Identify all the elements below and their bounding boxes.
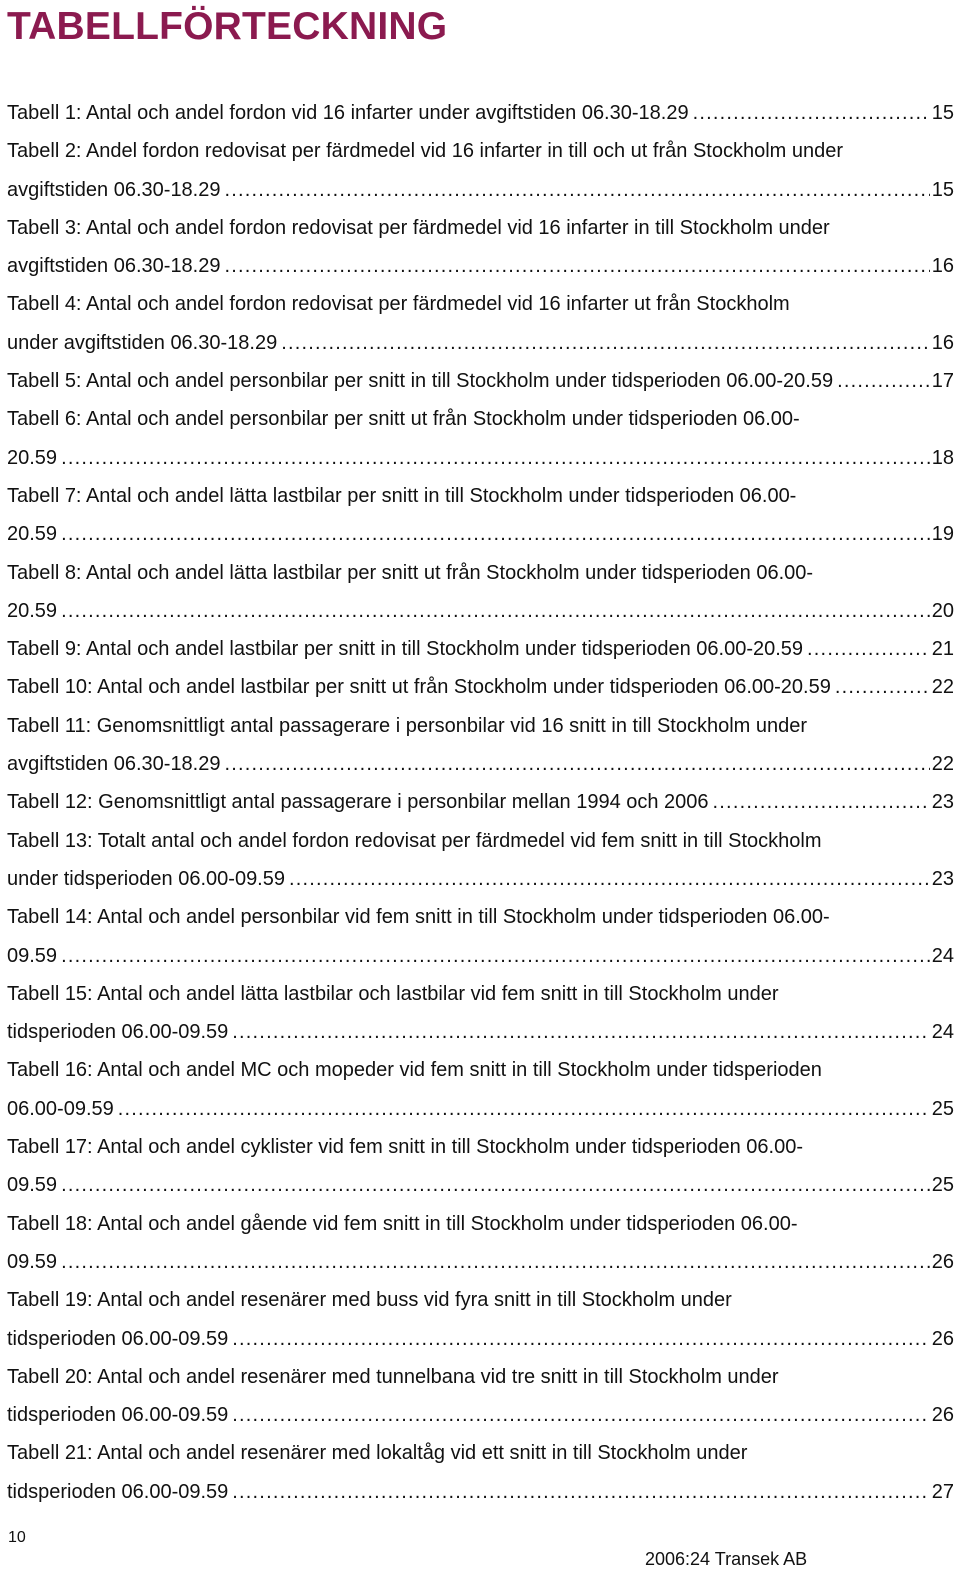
- toc-entry-text: Tabell 5: Antal och andel personbilar per snitt in till Stockholm under tidsperioden 06.00-20.59: [7, 370, 834, 393]
- toc-entry[interactable]: [7, 707, 954, 784]
- toc-entry[interactable]: [7, 400, 954, 477]
- toc-entry-text: tidsperioden 06.00-09.59: [7, 1021, 229, 1044]
- toc-entry-text: under avgiftstiden 06.30-18.29: [7, 331, 278, 354]
- toc-entry[interactable]: [7, 1358, 954, 1435]
- toc-page-number: 22: [931, 753, 954, 776]
- toc-page-number: 24: [931, 1021, 954, 1044]
- toc-dot-leader: [225, 171, 930, 209]
- toc-page-number: 27: [931, 1480, 954, 1503]
- toc-page-number: 17: [931, 370, 954, 393]
- toc-entry[interactable]: [7, 630, 954, 668]
- toc-entry[interactable]: [7, 898, 954, 975]
- toc-entry-text: 06.00-09.59: [7, 1097, 114, 1120]
- toc-entry-text: Tabell 12: Genomsnittligt antal passagerare i personbilar mellan 1994 och 2006: [7, 791, 709, 814]
- toc-entry-text: avgiftstiden 06.30-18.29: [7, 753, 221, 776]
- toc-entry[interactable]: [7, 209, 954, 286]
- toc-dot-leader: [232, 1396, 929, 1434]
- toc-dot-leader: [232, 1473, 929, 1511]
- toc-entry-text: Tabell 10: Antal och andel lastbilar per snitt ut från Stockholm under tidsperioden 06.00-20.59: [7, 676, 831, 699]
- toc-entry[interactable]: [7, 554, 954, 631]
- toc-dot-leader: [118, 1090, 930, 1128]
- toc-dot-leader: [713, 783, 930, 821]
- toc-page-number: 26: [931, 1404, 954, 1427]
- toc-entry-text: Tabell 20: Antal och andel resenärer med tunnelbana vid tre snitt in till Stockholm under: [7, 1365, 779, 1388]
- toc-page-number: 20: [931, 599, 954, 622]
- toc-entry-text: tidsperioden 06.00-09.59: [7, 1327, 229, 1350]
- toc-entry-text: Tabell 18: Antal och andel gående vid fem snitt in till Stockholm under tidsperioden 06.00-: [7, 1212, 798, 1235]
- toc-entry-text: avgiftstiden 06.30-18.29: [7, 255, 221, 278]
- toc-entry-text: 09.59: [7, 1250, 58, 1273]
- toc-page-number: 23: [931, 791, 954, 814]
- toc-page-number: 25: [931, 1097, 954, 1120]
- toc-page-number: 23: [931, 867, 954, 890]
- toc-entry-text: 09.59: [7, 1174, 58, 1197]
- toc-dot-leader: [61, 592, 930, 630]
- toc-entry-text: Tabell 9: Antal och andel lastbilar per snitt in till Stockholm under tidsperioden 06.00-20.59: [7, 638, 804, 661]
- toc-dot-leader: [807, 630, 930, 668]
- toc-entry[interactable]: [7, 975, 954, 1052]
- page-title: TABELLFÖRTECKNING: [7, 5, 448, 48]
- toc-dot-leader: [232, 1320, 929, 1358]
- toc-page-number: 25: [931, 1174, 954, 1197]
- toc-entry-text: under tidsperioden 06.00-09.59: [7, 867, 285, 890]
- table-of-contents-list: [7, 94, 954, 1511]
- toc-page-number: 26: [931, 1250, 954, 1273]
- toc-page-number: 22: [931, 676, 954, 699]
- toc-entry[interactable]: [7, 1434, 954, 1511]
- toc-entry-text: Tabell 2: Andel fordon redovisat per färdmedel vid 16 infarter in till och ut från Stockholm under: [7, 140, 844, 163]
- toc-entry-text: Tabell 14: Antal och andel personbilar vid fem snitt in till Stockholm under tidsperioden 06.00-: [7, 906, 830, 929]
- toc-dot-leader: [61, 515, 930, 553]
- toc-dot-leader: [289, 860, 930, 898]
- toc-dot-leader: [281, 324, 930, 362]
- toc-entry[interactable]: [7, 132, 954, 209]
- toc-entry-text: Tabell 6: Antal och andel personbilar per snitt ut från Stockholm under tidsperioden 06.00-: [7, 408, 800, 431]
- toc-page-number: 24: [931, 944, 954, 967]
- toc-dot-leader: [225, 745, 930, 783]
- toc-entry-text: Tabell 8: Antal och andel lätta lastbilar per snitt ut från Stockholm under tidsperioden 06.00-: [7, 561, 814, 584]
- toc-page-number: 21: [931, 638, 954, 661]
- toc-entry-text: Tabell 11: Genomsnittligt antal passagerare i personbilar vid 16 snitt in till Stockholm under: [7, 714, 808, 737]
- toc-page-number: 15: [931, 178, 954, 201]
- toc-dot-leader: [61, 1243, 930, 1281]
- toc-page-number: 26: [931, 1327, 954, 1350]
- toc-page-number: 16: [931, 331, 954, 354]
- toc-entry-text: 09.59: [7, 944, 58, 967]
- toc-entry-text: Tabell 21: Antal och andel resenärer med lokaltåg vid ett snitt in till Stockholm under: [7, 1442, 748, 1465]
- footer-organization: 2006:24 Transek AB: [645, 1549, 808, 1569]
- toc-dot-leader: [837, 362, 930, 400]
- toc-entry-text: Tabell 17: Antal och andel cyklister vid fem snitt in till Stockholm under tidsperioden 06.00-: [7, 1136, 803, 1159]
- toc-entry-text: Tabell 15: Antal och andel lätta lastbilar och lastbilar vid fem snitt in till Stockholm under: [7, 982, 779, 1005]
- toc-entry-text: Tabell 13: Totalt antal och andel fordon redovisat per färdmedel vid fem snitt in till Stockholm: [7, 829, 822, 852]
- toc-entry-text: Tabell 4: Antal och andel fordon redovisat per färdmedel vid 16 infarter ut från Stockholm: [7, 293, 790, 316]
- toc-page-number: 19: [931, 523, 954, 546]
- toc-entry[interactable]: [7, 668, 954, 706]
- toc-entry-text: 20.59: [7, 446, 58, 469]
- toc-entry[interactable]: [7, 94, 954, 132]
- toc-entry[interactable]: [7, 1205, 954, 1282]
- toc-page-number: 16: [931, 255, 954, 278]
- toc-entry-text: Tabell 19: Antal och andel resenärer med buss vid fyra snitt in till Stockholm under: [7, 1289, 732, 1312]
- toc-dot-leader: [232, 1013, 929, 1051]
- toc-entry-text: Tabell 7: Antal och andel lätta lastbilar per snitt in till Stockholm under tidsperioden 06.00-: [7, 484, 797, 507]
- toc-entry[interactable]: [7, 1128, 954, 1205]
- toc-page-number: 18: [931, 446, 954, 469]
- toc-entry-text: Tabell 1: Antal och andel fordon vid 16 infarter under avgiftstiden 06.30-18.29: [7, 102, 689, 124]
- toc-entry[interactable]: [7, 1051, 954, 1128]
- toc-dot-leader: [61, 1166, 930, 1204]
- toc-entry[interactable]: [7, 362, 954, 400]
- toc-entry-text: 20.59: [7, 523, 58, 546]
- toc-dot-leader: [225, 247, 930, 285]
- toc-entry[interactable]: [7, 783, 954, 821]
- toc-dot-leader: [61, 937, 930, 975]
- toc-page-number: 15: [931, 102, 954, 124]
- toc-entry-text: 20.59: [7, 599, 58, 622]
- toc-entry-text: tidsperioden 06.00-09.59: [7, 1404, 229, 1427]
- toc-dot-leader: [693, 94, 930, 132]
- toc-entry[interactable]: [7, 1281, 954, 1358]
- footer-page-number: 10: [8, 1529, 26, 1546]
- toc-entry[interactable]: [7, 285, 954, 362]
- toc-entry-text: Tabell 16: Antal och andel MC och mopeder vid fem snitt in till Stockholm under tidsperioden: [7, 1059, 822, 1082]
- toc-entry-text: Tabell 3: Antal och andel fordon redovisat per färdmedel vid 16 infarter in till Stockholm under: [7, 216, 830, 239]
- toc-entry-text: avgiftstiden 06.30-18.29: [7, 178, 221, 201]
- toc-dot-leader: [835, 668, 930, 706]
- toc-entry-text: tidsperioden 06.00-09.59: [7, 1480, 229, 1503]
- toc-entry[interactable]: [7, 477, 954, 554]
- toc-dot-leader: [61, 439, 930, 477]
- toc-entry[interactable]: [7, 822, 954, 899]
